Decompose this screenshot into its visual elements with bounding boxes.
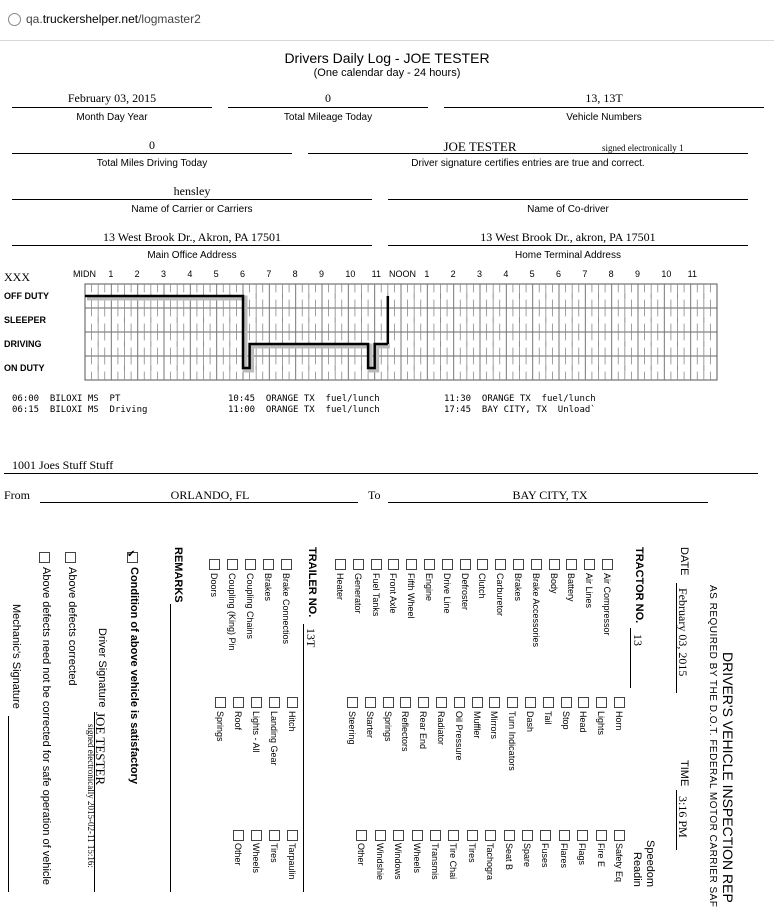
- inspection-item-label: Brake Accessories: [530, 573, 541, 648]
- hour-label: 4: [503, 269, 509, 279]
- defects-not-needed-checkbox[interactable]: [39, 552, 50, 563]
- shipping-document: 1001 Joes Stuff Stuff: [12, 458, 114, 472]
- inspection-item-checkbox[interactable]: [209, 559, 220, 570]
- inspection-item-label: Oil Pressure: [453, 711, 464, 761]
- inspection-item-checkbox[interactable]: [540, 830, 551, 841]
- inspection-item-label: Flares: [558, 843, 569, 869]
- inspection-item-label: Fifth Wheel: [406, 573, 417, 619]
- satisfactory-checkbox[interactable]: [127, 552, 138, 563]
- inspection-item-label: Heater: [335, 573, 345, 601]
- inspection-item-label: Fire E: [595, 843, 606, 868]
- driver-signature-field-label: Driver Signature: [96, 628, 108, 708]
- inspection-item-label: Engine: [424, 573, 434, 602]
- inspection-item-checkbox[interactable]: [578, 697, 589, 708]
- inspection-item-checkbox[interactable]: [215, 697, 226, 708]
- inspection-item-label: Brakes: [513, 573, 523, 602]
- log-entry: 06:00 BILOXI MS PT: [12, 394, 121, 404]
- inspection-item-label: Steering: [347, 711, 357, 745]
- inspection-item-checkbox[interactable]: [489, 697, 500, 708]
- inspection-item-checkbox[interactable]: [436, 697, 447, 708]
- inspection-item-checkbox[interactable]: [531, 559, 542, 570]
- mechanic-signature-line: [8, 716, 9, 892]
- inspection-item-checkbox[interactable]: [559, 830, 570, 841]
- inspection-item-checkbox[interactable]: [614, 830, 625, 841]
- co-driver-label: Name of Co-driver: [527, 204, 609, 215]
- hour-label: 8: [292, 269, 298, 279]
- hour-label: 9: [635, 269, 641, 279]
- hour-label: 3: [161, 269, 167, 279]
- inspection-item-checkbox[interactable]: [495, 559, 506, 570]
- inspection-item-label: Head: [578, 711, 589, 733]
- inspection-item-checkbox[interactable]: [460, 559, 471, 570]
- inspection-item-label: Springs: [382, 711, 393, 742]
- inspection-item-label: Tail: [542, 711, 553, 725]
- inspection-item-label: Hitch: [287, 711, 297, 732]
- to-line: [388, 502, 708, 503]
- carrier-label: Name of Carrier or Carriers: [131, 204, 253, 215]
- inspection-item-label: Dash: [525, 711, 535, 733]
- inspection-item-label: Radiator: [436, 711, 446, 746]
- main-office-label: Main Office Address: [147, 250, 237, 261]
- inspection-item-label: Tachogra: [485, 843, 496, 881]
- date-field-label: DATE: [678, 547, 690, 576]
- inspection-item-label: Brake Connectios: [281, 573, 291, 645]
- log-entry: 11:30 ORANGE TX fuel/lunch: [444, 394, 596, 404]
- trailer-no-value: 13T: [304, 628, 318, 648]
- page-subtitle: (One calendar day - 24 hours): [313, 67, 461, 79]
- date-label: Month Day Year: [76, 112, 148, 123]
- inspection-item-label: Other: [356, 843, 367, 866]
- inspection-item-checkbox[interactable]: [472, 697, 483, 708]
- inspection-item-checkbox[interactable]: [287, 830, 298, 841]
- trailer-no-line: [303, 624, 304, 892]
- inspection-item-checkbox[interactable]: [467, 830, 478, 841]
- inspection-item-label: Tires: [466, 843, 477, 863]
- signed-electronically-note: signed electronically 1: [602, 143, 684, 153]
- total-mileage-value: 0: [325, 91, 331, 105]
- hour-label: 2: [450, 269, 456, 279]
- inspection-item-label: Drive Line: [441, 573, 452, 614]
- inspection-item-label: Windows: [393, 843, 404, 880]
- driver-signature-label: Driver signature certifies entries are true and correct.: [411, 158, 645, 169]
- time-field-line: [676, 790, 677, 850]
- hour-label: MIDN: [73, 269, 96, 279]
- inspection-item-checkbox[interactable]: [388, 559, 399, 570]
- satisfactory-label: Condition of above vehicle is satisfactory: [128, 567, 140, 784]
- inspection-item-label: Spare: [522, 843, 532, 868]
- inspection-item-label: Safety Eq: [614, 843, 624, 883]
- inspection-item-checkbox[interactable]: [418, 697, 429, 708]
- inspection-item-checkbox[interactable]: [251, 830, 262, 841]
- hour-label: 7: [266, 269, 272, 279]
- defects-not-needed-label: Above defects need not be corrected for safe operation of vehicle: [40, 567, 52, 885]
- hour-label: 1: [424, 269, 430, 279]
- inspection-item-label: Fuses: [540, 843, 551, 868]
- date-field-line: [676, 583, 677, 693]
- inspection-item-checkbox[interactable]: [383, 697, 394, 708]
- inspection-item-label: Air Compressor: [602, 573, 612, 636]
- from-value: ORLANDO, FL: [170, 488, 250, 502]
- remarks-label: REMARKS: [172, 547, 184, 603]
- inspection-item-label: Horn: [614, 711, 624, 731]
- duty-status-grid: [0, 0, 774, 400]
- hour-label: 6: [556, 269, 562, 279]
- inspection-item-label: Rear End: [418, 711, 429, 750]
- inspection-item-label: Fuel Tanks: [370, 573, 381, 617]
- hour-label: 8: [608, 269, 614, 279]
- from-label: From: [4, 488, 31, 502]
- inspection-item-checkbox[interactable]: [353, 559, 364, 570]
- inspection-item-label: Tarpaulin: [287, 843, 297, 880]
- driver-signed-note: signed electronically 2015-02-11 15:16:: [86, 724, 96, 868]
- inspection-item-label: Roof: [233, 711, 243, 731]
- hour-label: 10: [345, 269, 356, 279]
- inspection-item-label: Tire Chai: [448, 843, 459, 880]
- inspection-item-checkbox[interactable]: [233, 697, 244, 708]
- vehicle-numbers-label: Vehicle Numbers: [566, 112, 642, 123]
- driver-signature-field-value: JOE TESTER: [93, 712, 108, 786]
- log-entry: 11:00 ORANGE TX fuel/lunch: [228, 405, 380, 415]
- date-field-value: February 03, 2015: [676, 588, 690, 677]
- inspection-item-label: Body: [548, 573, 559, 594]
- total-mileage-label: Total Mileage Today: [283, 112, 373, 123]
- hour-label: 10: [661, 269, 672, 279]
- inspection-item-checkbox[interactable]: [442, 559, 453, 570]
- hour-label: 6: [240, 269, 246, 279]
- inspection-item-checkbox[interactable]: [522, 830, 533, 841]
- inspection-item-checkbox[interactable]: [227, 559, 238, 570]
- inspection-item-label: Generator: [352, 573, 363, 614]
- to-value: BAY CITY, TX: [512, 488, 588, 502]
- grid-corner-label: XXX: [4, 270, 30, 284]
- time-field-label: TIME: [678, 760, 690, 787]
- inspection-item-label: Landing Gear: [269, 711, 279, 766]
- inspection-item-checkbox[interactable]: [485, 830, 496, 841]
- inspection-item-checkbox[interactable]: [251, 697, 262, 708]
- log-entry: 10:45 ORANGE TX fuel/lunch: [228, 394, 380, 404]
- inspection-item-checkbox[interactable]: [406, 559, 417, 570]
- inspection-item-label: Tires: [269, 843, 279, 863]
- remarks-line: [170, 604, 171, 892]
- inspection-item-checkbox[interactable]: [596, 830, 607, 841]
- speedometer-label: Speedom: [644, 840, 656, 888]
- defects-corrected-checkbox[interactable]: [65, 552, 76, 563]
- tractor-no-value: 13: [631, 634, 645, 646]
- status-label: DRIVING: [4, 339, 42, 349]
- from-line: [40, 502, 358, 503]
- inspection-item-checkbox[interactable]: [233, 830, 244, 841]
- url-domain: truckershelper.net: [42, 12, 139, 26]
- date-value: February 03, 2015: [67, 91, 157, 105]
- home-terminal-label: Home Terminal Address: [515, 250, 621, 261]
- tractor-no-label: TRACTOR NO.: [633, 547, 645, 624]
- inspection-item-checkbox[interactable]: [347, 697, 358, 708]
- page-title: Drivers Daily Log - JOE TESTER: [284, 50, 490, 66]
- inspection-item-checkbox[interactable]: [263, 559, 274, 570]
- miles-driving-value: 0: [149, 138, 155, 152]
- main-office-value: 13 West Brook Dr., Akron, PA 17501: [102, 230, 282, 244]
- status-label: SLEEPER: [4, 315, 47, 325]
- home-terminal-value: 13 West Brook Dr., akron, PA 17501: [480, 230, 656, 244]
- inspection-item-label: Carburetor: [495, 573, 506, 617]
- inspection-item-checkbox[interactable]: [424, 559, 435, 570]
- tractor-no-line: [630, 628, 631, 688]
- to-label: To: [368, 488, 381, 502]
- inspection-item-label: Doors: [209, 573, 219, 598]
- inspection-item-checkbox[interactable]: [371, 559, 382, 570]
- hour-label: 5: [529, 269, 535, 279]
- inspection-item-checkbox[interactable]: [584, 559, 595, 570]
- inspection-item-label: Mirrors: [489, 711, 500, 739]
- inspection-item-checkbox[interactable]: [566, 559, 577, 570]
- inspection-item-label: Lights - All: [251, 711, 261, 753]
- inspection-item-label: Coupling Chains: [245, 573, 255, 640]
- inspection-item-checkbox[interactable]: [356, 830, 367, 841]
- inspection-item-label: Lights: [596, 711, 607, 736]
- inspection-item-checkbox[interactable]: [287, 697, 298, 708]
- inspection-item-checkbox[interactable]: [365, 697, 376, 708]
- inspection-item-label: Front Axle: [388, 573, 399, 614]
- inspection-item-checkbox[interactable]: [504, 830, 515, 841]
- url-prefix: qa.: [26, 12, 43, 26]
- hour-label: 11: [687, 269, 697, 279]
- inspection-item-label: Flags: [577, 843, 588, 866]
- inspection-item-label: Clutch: [477, 573, 488, 599]
- log-entry: 17:45 BAY CITY, TX Unload`: [444, 405, 596, 415]
- inspection-item-label: Windshie: [374, 843, 385, 881]
- vehicle-numbers-value: 13, 13T: [585, 91, 623, 105]
- inspection-item-label: Wheels: [411, 843, 422, 874]
- hour-label: 2: [134, 269, 140, 279]
- inspection-item-checkbox[interactable]: [596, 697, 607, 708]
- inspection-item-label: Air Lines: [584, 573, 595, 609]
- inspection-item-label: Stop: [560, 711, 571, 730]
- inspection-item-checkbox[interactable]: [614, 697, 625, 708]
- inspection-item-label: Muffler: [471, 711, 482, 739]
- shipping-line: [4, 473, 758, 474]
- hour-label: 4: [187, 269, 193, 279]
- time-field-value: 3:16 PM: [676, 796, 690, 838]
- mechanic-signature-label: Mechanic's Signature: [10, 604, 22, 709]
- hour-label: NOON: [389, 269, 416, 279]
- inspection-item-label: Transmis: [430, 843, 440, 880]
- inspection-item-checkbox[interactable]: [602, 559, 613, 570]
- hour-label: 3: [477, 269, 483, 279]
- inspection-item-checkbox[interactable]: [245, 559, 256, 570]
- url-path: /logmaster2: [138, 12, 201, 26]
- inspection-item-checkbox[interactable]: [400, 697, 411, 708]
- log-entry: 06:15 BILOXI MS Driving: [12, 405, 148, 415]
- inspection-title: DRIVER'S VEHICLE INSPECTION REP: [720, 652, 736, 903]
- inspection-item-checkbox[interactable]: [448, 830, 459, 841]
- inspection-item-label: Defroster: [459, 573, 470, 611]
- status-label: ON DUTY: [4, 363, 45, 373]
- hour-label: 7: [582, 269, 588, 279]
- inspection-item-label: Seat B: [503, 843, 514, 871]
- inspection-item-label: Other: [233, 843, 243, 866]
- inspection-item-checkbox[interactable]: [269, 830, 280, 841]
- inspection-item-checkbox[interactable]: [375, 830, 386, 841]
- hour-label: 11: [371, 269, 381, 279]
- inspection-item-checkbox[interactable]: [430, 830, 441, 841]
- inspection-item-checkbox[interactable]: [454, 697, 465, 708]
- inspection-item-label: Turn Indicators: [507, 711, 518, 771]
- defects-corrected-label: Above defects corrected: [66, 567, 78, 686]
- inspection-item-label: Coupling (King) Pin: [227, 573, 237, 651]
- inspection-item-checkbox[interactable]: [577, 830, 588, 841]
- inspection-item-checkbox[interactable]: [393, 830, 404, 841]
- driver-signature-value: JOE TESTER: [443, 139, 517, 154]
- inspection-item-checkbox[interactable]: [281, 559, 292, 570]
- inspection-item-checkbox[interactable]: [561, 697, 572, 708]
- carrier-value: hensley: [173, 184, 211, 198]
- inspection-item-checkbox[interactable]: [507, 697, 518, 708]
- hour-label: 5: [213, 269, 219, 279]
- inspection-item-checkbox[interactable]: [335, 559, 346, 570]
- inspection-item-label: Battery: [566, 573, 577, 602]
- inspection-item-label: Wheels: [251, 843, 261, 874]
- inspection-item-label: Brakes: [263, 573, 273, 602]
- miles-driving-label: Total Miles Driving Today: [96, 158, 208, 169]
- inspection-item-checkbox[interactable]: [543, 697, 554, 708]
- inspection-item-checkbox[interactable]: [525, 697, 536, 708]
- inspection-subtitle: AS REQUIRED BY THE D.O.T. FEDERAL MOTOR CARRIER SAF: [707, 585, 718, 907]
- inspection-item-checkbox[interactable]: [513, 559, 524, 570]
- inspection-item-label: Starter: [364, 711, 375, 739]
- inspection-item-checkbox[interactable]: [269, 697, 280, 708]
- inspection-item-checkbox[interactable]: [549, 559, 560, 570]
- inspection-item-checkbox[interactable]: [412, 830, 423, 841]
- hour-label: 9: [319, 269, 325, 279]
- inspection-item-checkbox[interactable]: [477, 559, 488, 570]
- trailer-no-label: TRAILER NO.: [306, 547, 318, 618]
- reading-label: Readin: [631, 852, 643, 887]
- inspection-item-label: Reflectors: [400, 711, 411, 752]
- status-label: OFF DUTY: [4, 291, 49, 301]
- inspection-item-label: Springs: [215, 711, 225, 742]
- hour-label: 1: [108, 269, 114, 279]
